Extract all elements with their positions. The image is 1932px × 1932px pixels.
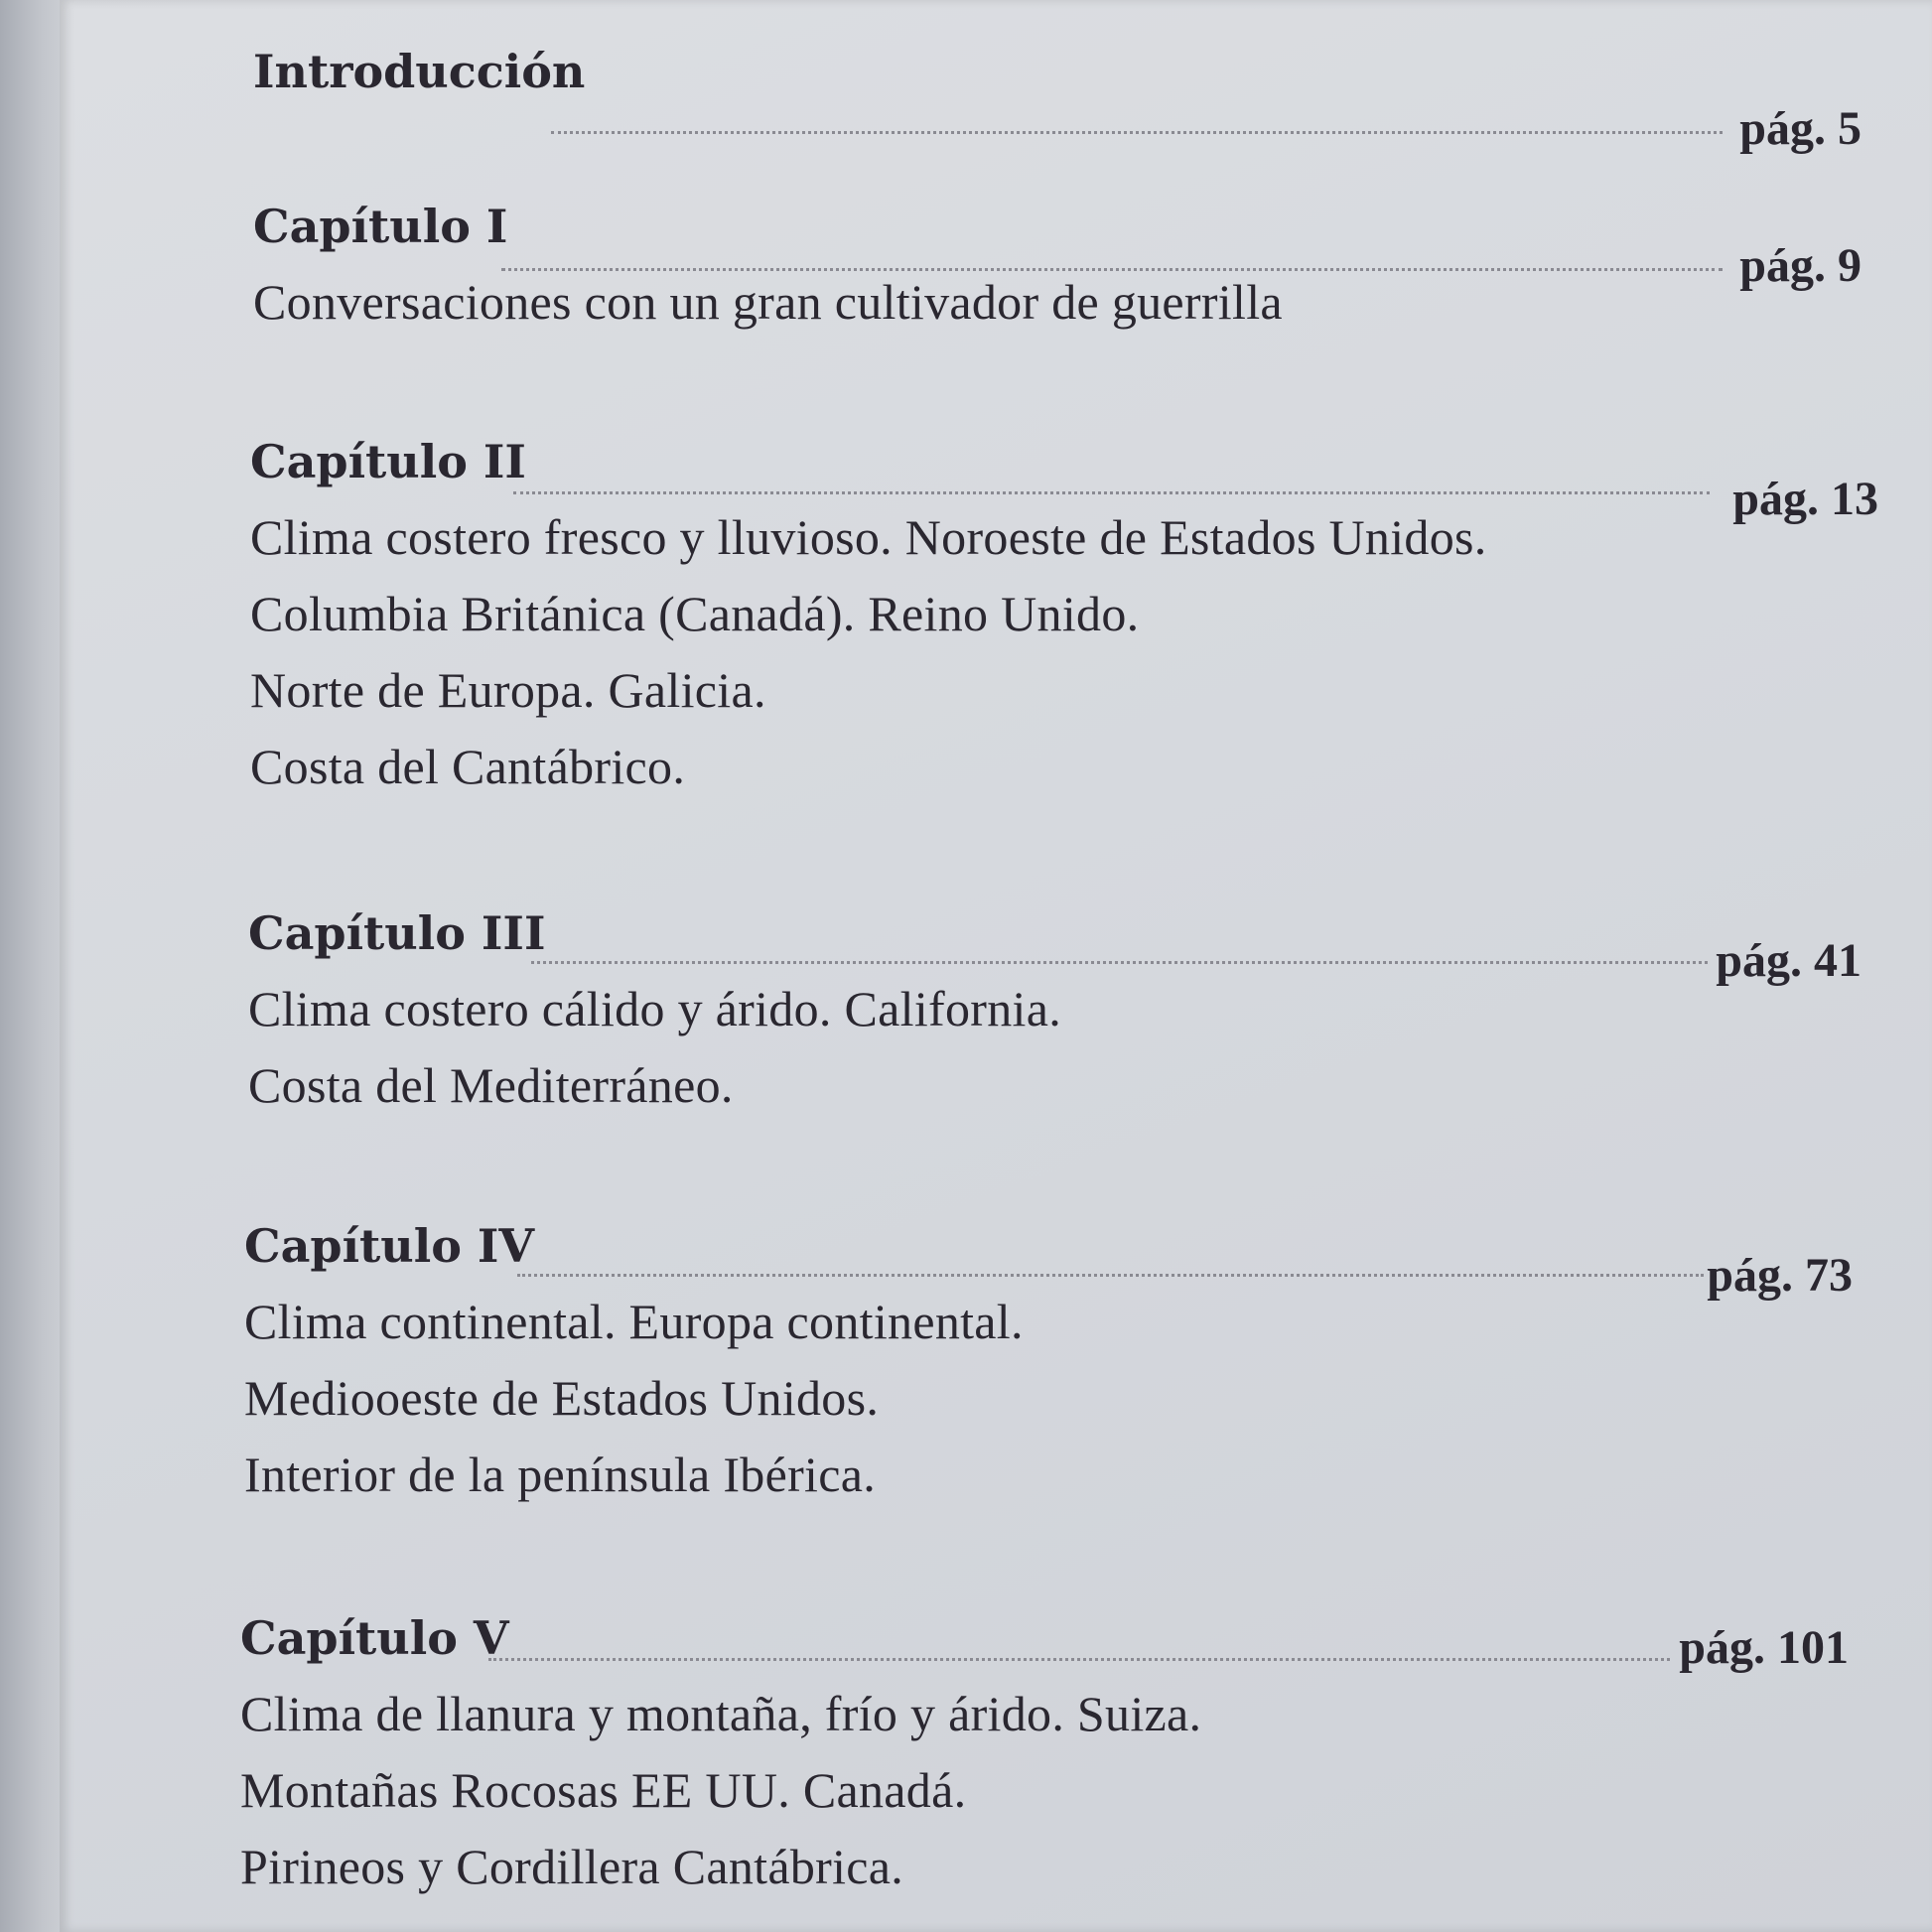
description-line: Norte de Europa. Galicia. [250, 662, 766, 718]
chapter-description [250, 499, 1859, 805]
dot-leader [488, 1658, 1670, 1661]
description-line: Clima de llanura y montaña, frío y árido. Suiza. [240, 1686, 1202, 1741]
description-line: Clima continental. Europa continental. [244, 1294, 1024, 1349]
toc-entry-heading-row [250, 432, 1878, 525]
toc-entry-heading-row [240, 1608, 1849, 1674]
dot-leader [551, 131, 1723, 134]
toc-entry-introduccion [253, 42, 1862, 155]
dot-leader [501, 268, 1723, 271]
toc-entry-heading-row [248, 903, 1862, 987]
page-number: pág. 73 [1707, 1249, 1853, 1302]
description-line: Mediooeste de Estados Unidos. [244, 1370, 880, 1426]
chapter-title: Introducción [253, 45, 586, 98]
page-number: pág. 5 [1739, 102, 1862, 155]
description-line: Interior de la península Ibérica. [244, 1447, 876, 1502]
description-line: Pirineos y Cordillera Cantábrica. [240, 1839, 904, 1894]
chapter-title: Capítulo V [240, 1611, 509, 1665]
page-number: pág. 9 [1739, 239, 1862, 292]
description-line: Costa del Mediterráneo. [248, 1057, 734, 1113]
toc-entry-capitulo-1 [253, 197, 1862, 341]
page-number: pág. 101 [1679, 1621, 1849, 1674]
chapter-title: Capítulo III [248, 906, 546, 960]
table-of-contents-page [60, 0, 1932, 1932]
toc-entry-heading-row [253, 197, 1862, 292]
description-line: Costa del Cantábrico. [250, 739, 686, 794]
chapter-title: Capítulo I [253, 200, 508, 253]
description-line: Montañas Rocosas EE UU. Canadá. [240, 1762, 967, 1818]
toc-entry-capitulo-2 [250, 432, 1878, 805]
dot-leader [513, 491, 1710, 494]
toc-entry-capitulo-5 [240, 1608, 1849, 1905]
chapter-description [244, 1284, 1853, 1513]
chapter-title: Capítulo IV [244, 1219, 535, 1273]
chapter-description [248, 971, 1857, 1124]
description-line: Clima costero cálido y árido. California. [248, 981, 1062, 1036]
page-number: pág. 13 [1732, 473, 1878, 525]
dot-leader [531, 961, 1708, 964]
description-line: Columbia Británica (Canadá). Reino Unido. [250, 586, 1140, 641]
chapter-title: Capítulo II [250, 435, 526, 488]
toc-entry-capitulo-4 [244, 1216, 1853, 1513]
toc-entry-heading-row [253, 42, 1862, 155]
chapter-description [240, 1676, 1849, 1905]
description-line: Conversaciones con un gran cultivador de guerrilla [253, 274, 1283, 330]
dot-leader [517, 1274, 1704, 1277]
toc-entry-heading-row [244, 1216, 1853, 1302]
chapter-description [253, 264, 1862, 341]
page-number: pág. 41 [1716, 934, 1862, 987]
toc-entry-capitulo-3 [248, 903, 1862, 1124]
description-line: Clima costero fresco y lluvioso. Noroeste de Estados Unidos. [250, 509, 1487, 565]
